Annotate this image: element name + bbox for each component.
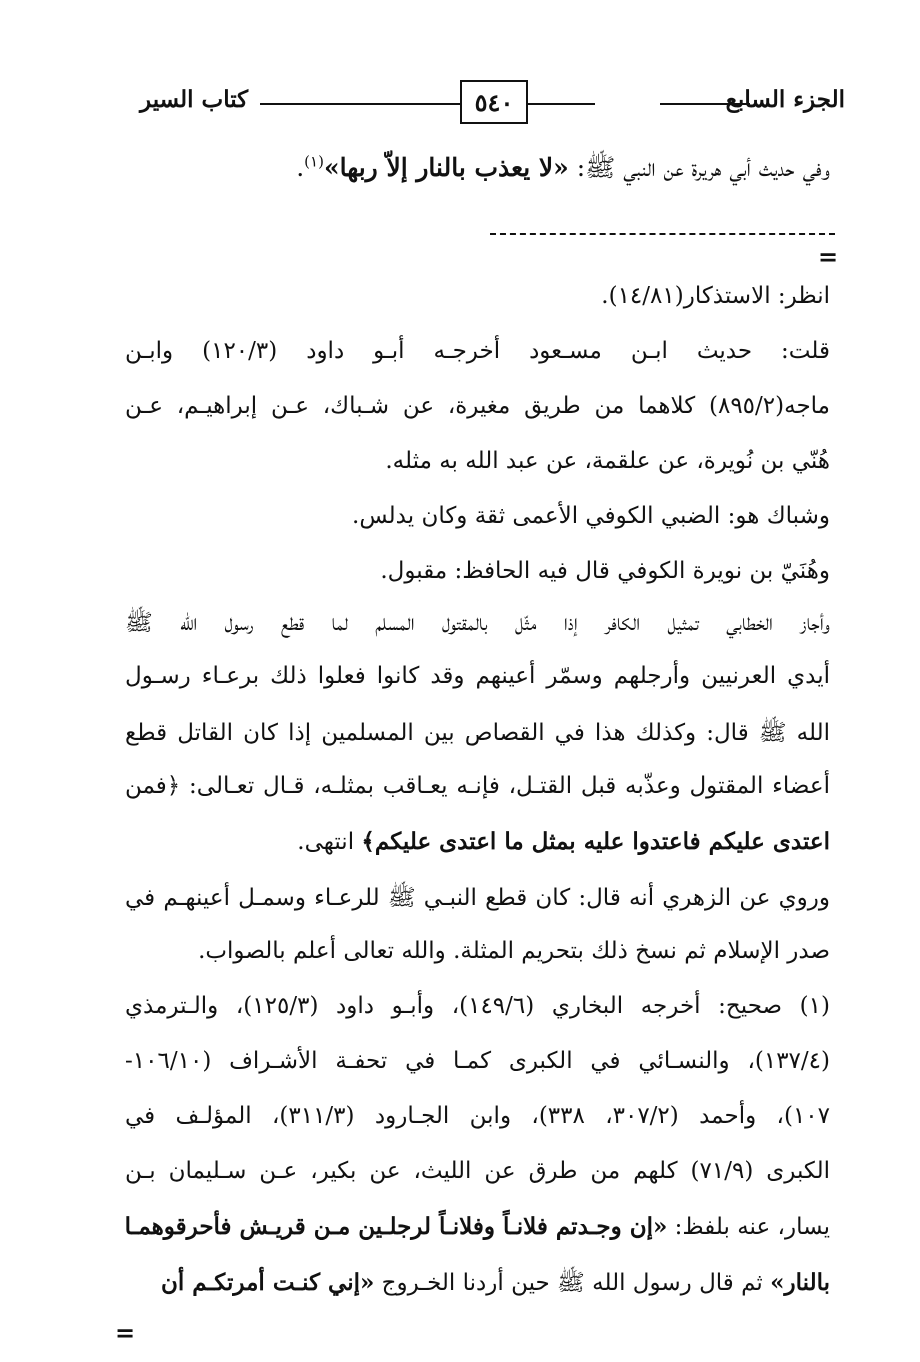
note-line: وأجاز الخطابي تمثيل الكافر إذا مثّل بالمقتول المسلم لما قطع رسول الله ﷺ — [125, 610, 830, 636]
footnote-text: يسار، عنه بلفظ: — [667, 1214, 830, 1240]
note-line: قلت: حديث ابـن مسـعود أخرجـه أبـو داود (١٢٠/٣) وابـن — [125, 338, 830, 364]
note-line: هُنّي بن نُويرة، عن علقمة، عن عبد الله به مثله. — [385, 448, 830, 474]
footnote-text: ثم قال رسول الله ﷺ حين أردنا الخـروج — [374, 1270, 771, 1296]
note-line: الله ﷺ قال: وكذلك هذا في القصاص بين المسلمين إذا كان القاتل قطع — [125, 720, 830, 746]
footnote-line — [125, 1268, 830, 1302]
main-text-quote: «لا يعذب بالنار إلاّ ربها» — [323, 153, 569, 182]
note-line: أعضاء المقتول وعذّبه قبل القتـل، فإنـه يعـاقب بمثلـه، قـال تعـالى: ﴿فمن — [125, 773, 830, 799]
main-text-suffix: . — [296, 153, 305, 182]
note-line: وشباك هو: الضبي الكوفي الأعمى ثقة وكان يدلس. — [352, 503, 830, 529]
note-line: ماجه(٨٩٥/٢) كلاهما من طريق مغيرة، عن شـباك، عـن إبراهيـم، عـن — [125, 393, 830, 419]
note-line: انظر: الاستذكار(١٤/٨١). — [601, 283, 830, 309]
note-line: صدر الإسلام ثم نسخ ذلك بتحريم المثلة. والله تعالى أعلم بالصواب. — [198, 938, 830, 964]
footnote-ref: (١) — [304, 152, 324, 171]
footnote-line: الكبرى (٧١/٩) كلهم من طرق عن الليث، عن بكير، عـن سـليمان بـن — [125, 1158, 830, 1184]
notes-separator — [490, 233, 835, 235]
footnote-line: (١) صحيح: أخرجه البخاري (١٤٩/٦)، وأبـو داود (١٢٥/٣)، والـترمذي — [125, 993, 830, 1019]
footnote-line: (١٣٧/٤)، والنسـائي في الكبرى كمـا في تحفـة الأشـراف (١٠٦/١٠- — [125, 1048, 830, 1074]
note-line: وهُنَيّ بن نويرة الكوفي قال فيه الحافظ: مقبول. — [380, 558, 830, 584]
header-rule-left — [260, 103, 595, 105]
footnote-quote: «إن وجـدتم فلانـاً وفلانـاً لرجلـين مـن قريـش فأحرقوهمـا — [124, 1213, 668, 1240]
part-title: الجزء السابع — [725, 86, 845, 113]
running-header — [140, 78, 845, 128]
continuation-mark: = — [818, 242, 839, 271]
main-text-prefix: وفي حديث أبي هريرة عن النبي ﷺ: — [568, 153, 830, 182]
note-line-quote — [125, 828, 830, 855]
note-line: أيدي العرنيين وأرجلهم وسمّر أعينهم وقد كانوا فعلوا ذلك برعـاء رسـول — [125, 663, 830, 689]
footnote-line: ١٠٧)، وأحمد (٣٠٧/٢، ٣٣٨)، وابن الجـارود (٣١١/٣)، المؤلـف في — [125, 1103, 830, 1129]
main-text — [125, 152, 830, 189]
footnote-line — [125, 1213, 830, 1240]
footnote-quote: بالنار» — [770, 1269, 830, 1296]
continuation-mark: = — [115, 1318, 136, 1347]
note-line: وروي عن الزهري أنه قال: كان قطع النبـي ﷺ للرعـاء وسمـل أعينهـم في — [125, 885, 830, 911]
note-line-end: انتهى. — [297, 829, 362, 855]
page-number: ٥٤٠ — [460, 80, 528, 124]
quran-quote: اعتدى عليكم فاعتدوا عليه بمثل ما اعتدى عليكم﴾ — [361, 828, 830, 855]
footnote-quote: «إني كنـت أمرتكـم أن — [160, 1269, 375, 1296]
book-title: كتاب السير — [140, 86, 249, 113]
